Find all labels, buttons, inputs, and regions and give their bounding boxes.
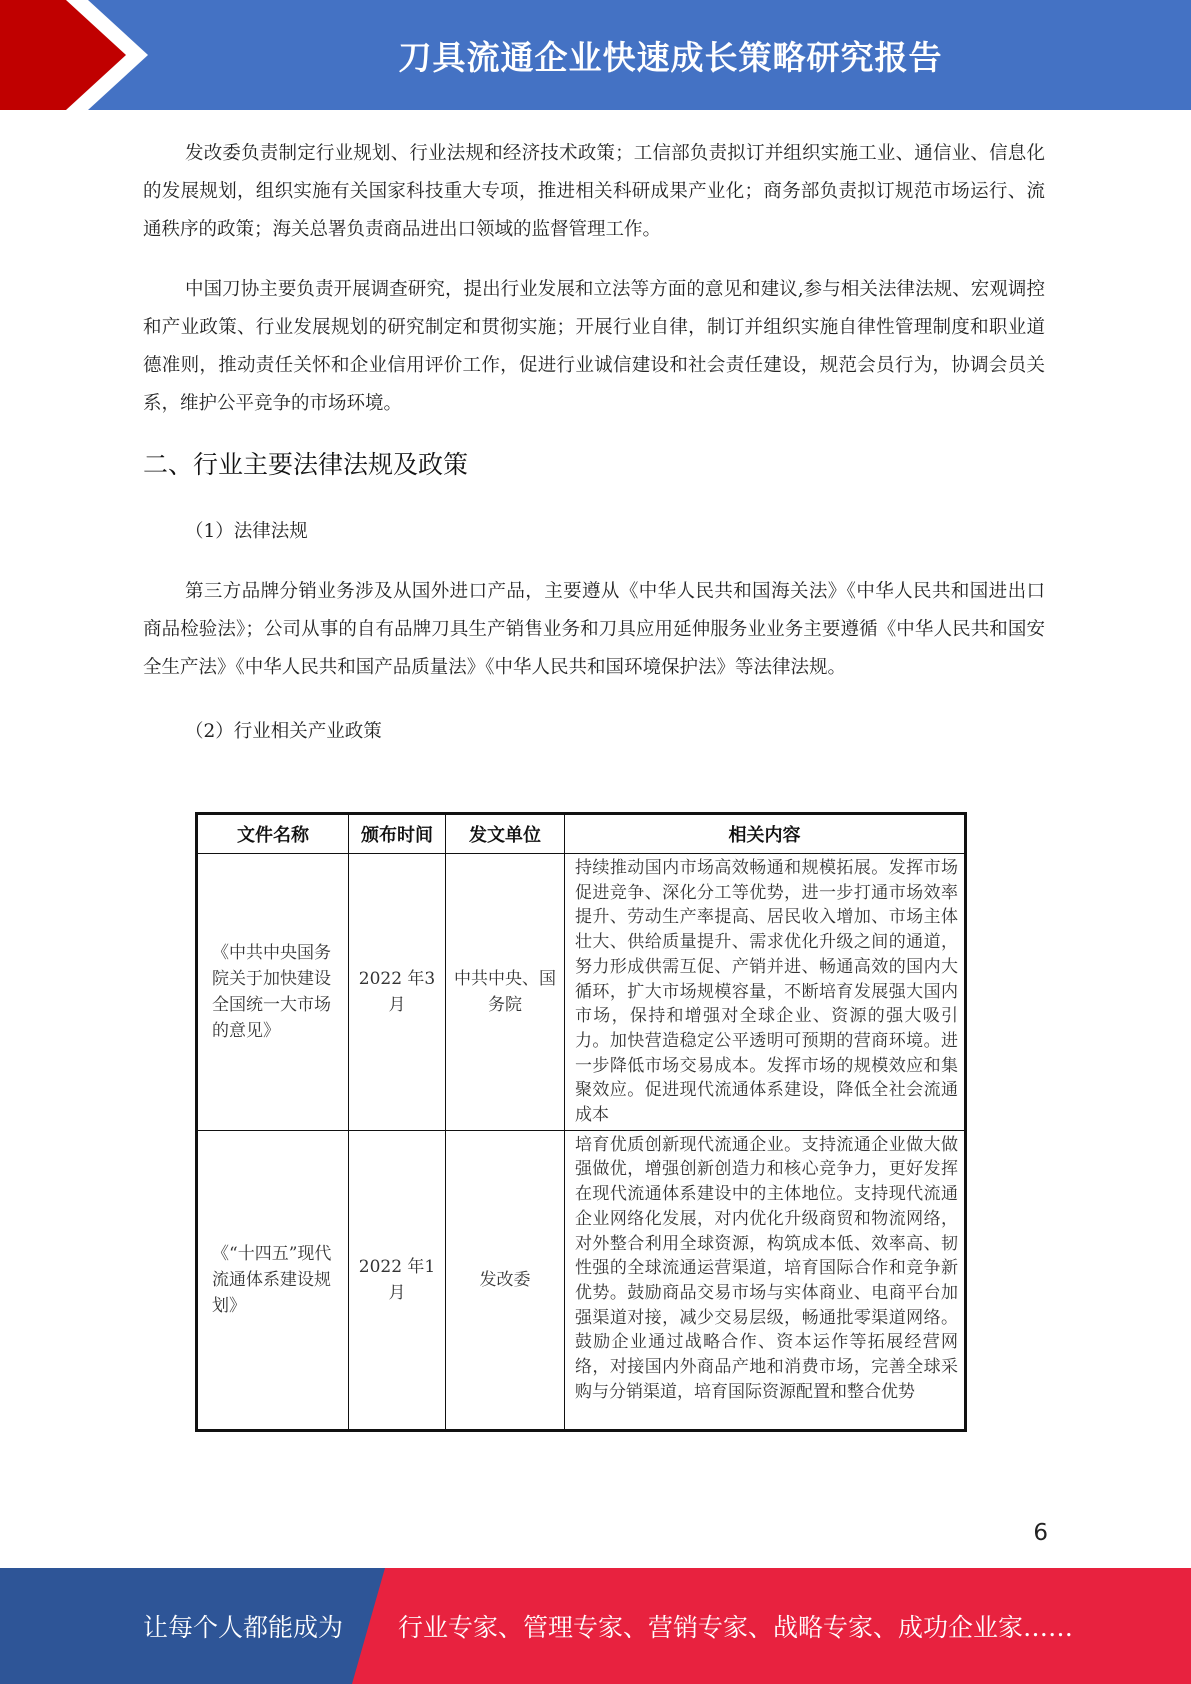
paragraph-laws: 第三方品牌分销业务涉及从国外进口产品，主要遵从《中华人民共和国海关法》《中华人民共和国进出口商品检验法》；公司从事的自有品牌刀具生产销售业务和刀具应用延伸服务业业务主要遵循《中华人民共和国安全生产法》《中华人民共和国产品质量法》《中华人民共和国环境保护法》等法律法规。: [143, 581, 1045, 678]
policy-table: [195, 812, 967, 1432]
cell-file-name: 《“十四五”现代流通体系建设规划》: [197, 1130, 349, 1430]
cell-issue-date: 2022 年1 月: [349, 1130, 446, 1430]
header-related-content: 相关内容: [565, 814, 966, 854]
main-content: [143, 135, 1045, 751]
paragraph-association: 中国刀协主要负责开展调查研究，提出行业发展和立法等方面的意见和建议,参与相关法律法规、宏观调控和产业政策、行业发展规划的研究制定和贯彻实施；开展行业自律，制订并组织实施自律性管理制度和职业道德准则，推动责任关怀和企业信用评价工作，促进行业诚信建设和社会责任建设，规范会员行为，协调会员关系，维护公平竞争的市场环境。: [143, 279, 1045, 414]
header-issuing-unit: 发文单位: [446, 814, 565, 854]
sub-heading-laws: （1）法律法规: [185, 521, 308, 542]
cell-issuing-unit: 中共中央、国务院: [446, 854, 565, 1131]
section-heading: 二、行业主要法律法规及政策: [143, 450, 469, 479]
paragraph-agencies: 发改委负责制定行业规划、行业法规和经济技术政策；工信部负责拟订并组织实施工业、通信业、信息化的发展规划，组织实施有关国家科技重大专项，推进相关科研成果产业化；商务部负责拟订规范市场运行、流通秩序的政策；海关总署负责商品进出口领域的监督管理工作。: [143, 143, 1045, 240]
cell-file-name: 《中共中央国务院关于加快建设全国统一大市场的意见》: [197, 854, 349, 1131]
cell-related-content: 培育优质创新现代流通企业。支持流通企业做大做强做优，增强创新创造力和核心竞争力，更好发挥在现代流通体系建设中的主体地位。支持现代流通企业网络化发展，对内优化升级商贸和物流网络，对外整合利用全球资源，构筑成本低、效率高、韧性强的全球流通运营渠道，培育国际合作和竞争新优势。鼓励商品交易市场与实体商业、电商平台加强渠道对接，减少交易层级，畅通批零渠道网络。鼓励企业通过战略合作、资本运作等拓展经营网络，对接国内外商品产地和消费市场，完善全球采购与分销渠道，培育国际资源配置和整合优势: [565, 1130, 966, 1430]
footer-slogan-left: 让每个人都能成为: [143, 1613, 344, 1642]
cell-issue-date: 2022 年3 月: [349, 854, 446, 1131]
header-file-name: 文件名称: [197, 814, 349, 854]
footer-banner: [0, 1568, 1191, 1684]
header-issue-date: 颁布时间: [349, 814, 446, 854]
cell-issuing-unit: 发改委: [446, 1130, 565, 1430]
table-header-row: [197, 814, 966, 854]
sub-heading-policies: （2）行业相关产业政策: [185, 721, 382, 742]
page-number: 6: [1033, 1520, 1048, 1546]
red-arrow-decoration: [0, 0, 160, 110]
footer-slogan-right: 行业专家、管理专家、营销专家、战略专家、成功企业家……: [398, 1613, 1074, 1642]
cell-related-content: 持续推动国内市场高效畅通和规模拓展。发挥市场促进竞争、深化分工等优势，进一步打通市场效率提升、劳动生产率提高、居民收入增加、市场主体壮大、供给质量提升、需求优化升级之间的通道，努力形成供需互促、产销并进、畅通高效的国内大循环，扩大市场规模容量，不断培育发展强大国内市场，保持和增强对全球企业、资源的强大吸引力。加快营造稳定公平透明可预期的营商环境。进一步降低市场交易成本。发挥市场的规模效应和集聚效应。促进现代流通体系建设，降低全社会流通成本: [565, 854, 966, 1131]
header-banner: [0, 0, 1191, 110]
report-title: 刀具流通企业快速成长策略研究报告: [398, 37, 943, 77]
policy-table-container: [195, 812, 967, 1432]
table-row: [197, 854, 966, 1131]
table-row: [197, 1130, 966, 1430]
